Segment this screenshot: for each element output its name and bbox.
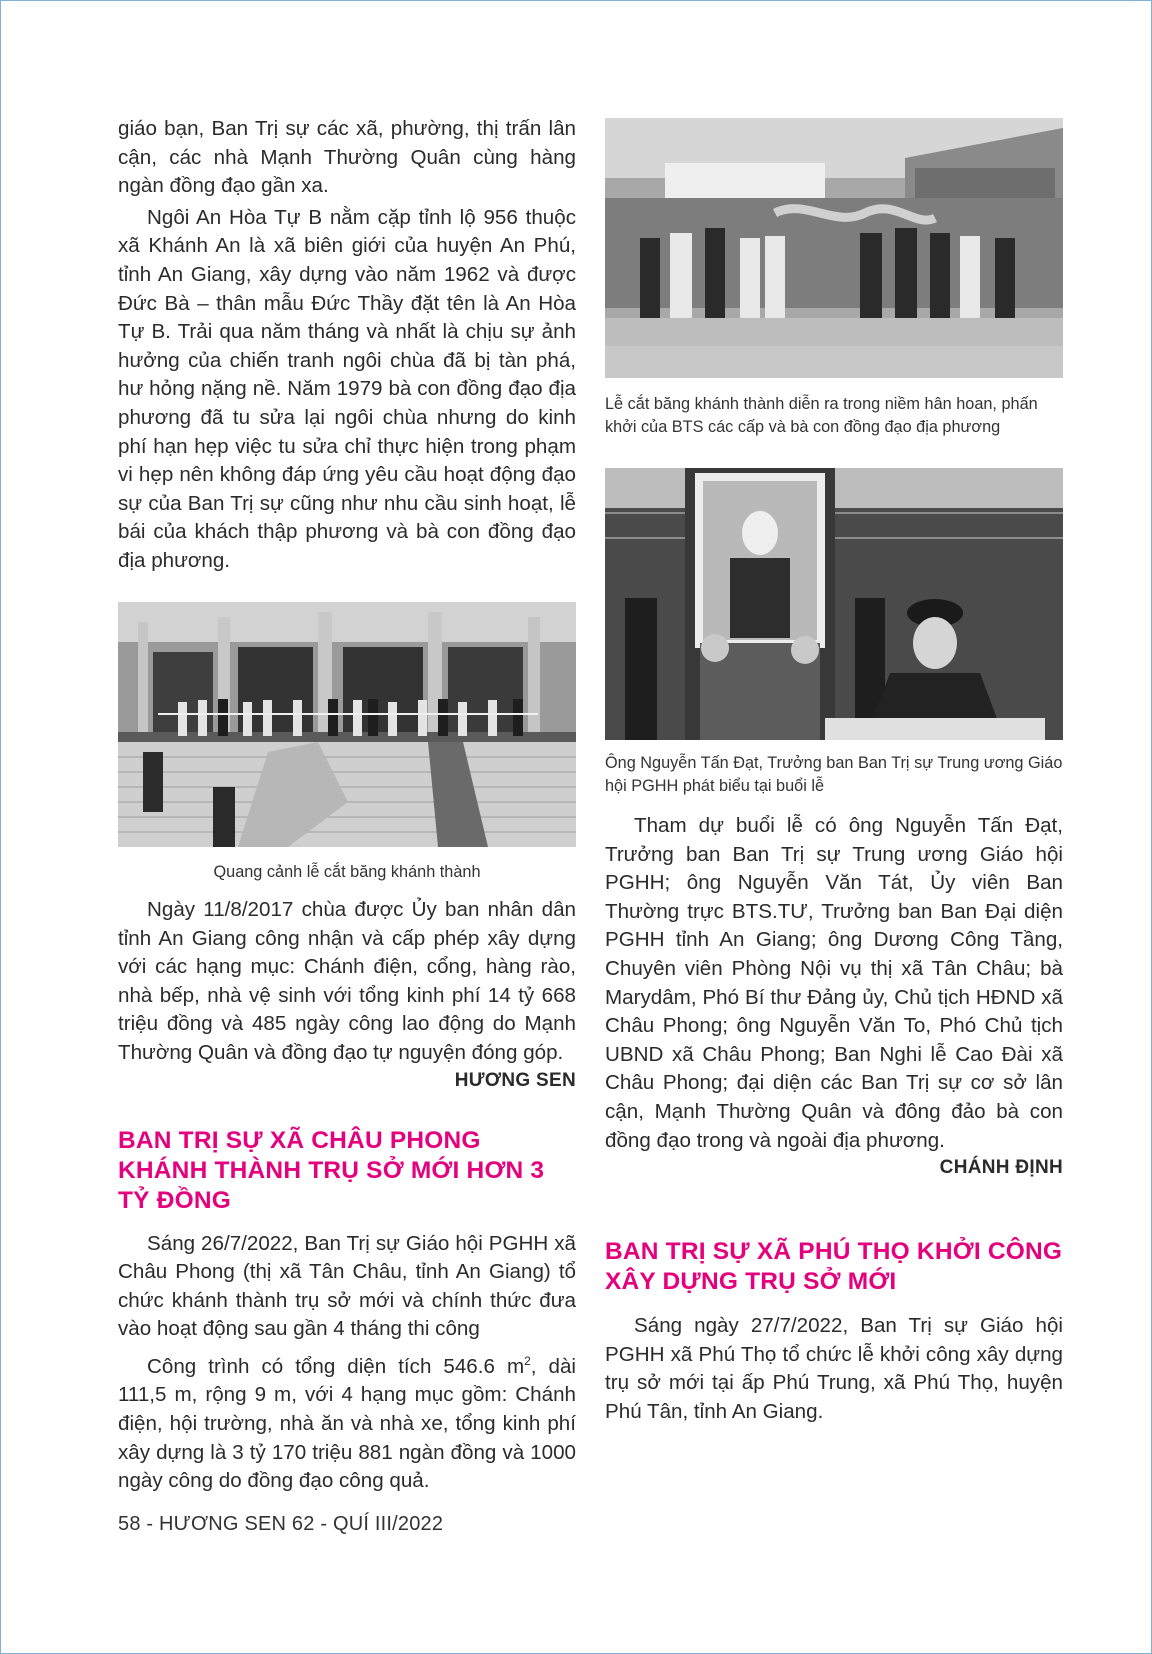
right-photo1-caption-wrap <box>605 393 1063 439</box>
left-column <box>118 115 576 576</box>
article-heading-chau-phong: BAN TRỊ SỰ XÃ CHÂU PHONG KHÁNH THÀNH TRỤ SỞ MỚI HƠN 3 TỶ ĐỒNG <box>118 1126 545 1214</box>
area-text-continued: , dài 111,5 m, rộng 9 m, với 4 hạng mục gồm: Chánh điện, hội trường, nhà ăn và nhà xe, tổng kinh phí xây dựng là 3 tỷ 170 triệu 881 ngàn đồng và 1000 ngày công do đồng đạo công quả. <box>118 1354 577 1493</box>
area-text: Công trình có tổng diện tích 546.6 m <box>147 1354 525 1378</box>
speaker-photo-caption: Ông Nguyễn Tấn Đạt, Trưởng ban Ban Trị sự Trung ương Giáo hội PGHH phát biểu tại buổi lễ <box>605 754 1063 795</box>
speaker-photo <box>605 468 1063 740</box>
ribbon-cutting-photo <box>118 602 576 847</box>
right-paragraph-1: Tham dự buổi lễ có ông Nguyễn Tấn Đạt, Trưởng ban Ban Trị sự Trung ương Giáo hội PGHH; ông Nguyễn Văn Tát, Ủy viên Ban Thường trực BTS.TƯ, Trưởng ban Ban Đại diện PGHH tỉnh An Giang; ông Dương Công Tầng, Chuyên viên Phòng Nội vụ thị xã Tân Châu; bà Marydâm, Phó Bí thư Đảng ủy, Chủ tịch HĐND xã Châu Phong; ông Nguyễn Văn To, Phó Chủ tịch UBND xã Châu Phong; Ban Nghi lễ Cao Đài xã Châu Phong; đại diện các Ban Trị sự cơ sở lân cận, Mạnh Thường Quân và đông đảo bà con đồng đạo trong và ngoài địa phương. <box>605 814 1063 1152</box>
left-paragraph-5 <box>118 1347 576 1496</box>
gate-ribbon-photo-caption: Lễ cắt băng khánh thành diễn ra trong niềm hân hoan, phấn khởi của BTS các cấp và bà con đồng đạo địa phương <box>605 395 1038 436</box>
article-heading-phu-tho: BAN TRỊ SỰ XÃ PHÚ THỌ KHỞI CÔNG XÂY DỰNG TRỤ SỞ MỚI <box>605 1238 1063 1296</box>
left-paragraph-2: Ngôi An Hòa Tự B nằm cặp tỉnh lộ 956 thuộc xã Khánh An là xã biên giới của huyện An Phú, tỉnh An Giang, xây dựng vào năm 1962 và được Đức Bà – thân mẫu Đức Thầy đặt tên là An Hòa Tự B. Trải qua năm tháng và nhất là chịu sự ảnh hưởng của chiến tranh ngôi chùa đã bị tàn phá, hư hỏng nặng nề. Năm 1979 bà con đồng đạo địa phương đã tu sửa lại ngôi chùa nhưng do kinh phí hạn hẹp việc tu sửa chỉ thực hiện trong phạm vi hẹp nên không đáp ứng yêu cầu hoạt động đạo sự của Ban Trị sự cũng như nhu cầu sinh hoạt, lễ bái của khách thập phương và bà con đồng đạo địa phương. <box>118 205 576 572</box>
ribbon-photo-caption: Quang cảnh lễ cắt băng khánh thành <box>213 863 481 881</box>
left-paragraph-1: giáo bạn, Ban Trị sự các xã, phường, thị trấn lân cận, các nhà Mạnh Thường Quân cùng hàng ngàn đồng đạo gần xa. <box>118 117 576 198</box>
left-paragraph-3: Ngày 11/8/2017 chùa được Ủy ban nhân dân tỉnh An Giang công nhận và cấp phép xây dựng với các hạng mục: Chánh điện, cổng, hàng rào, nhà bếp, nhà vệ sinh với tổng kinh phí 14 tỷ 668 triệu đồng và 485 ngày công lao động do Mạnh Thường Quân và đồng đạo tự nguyện đóng góp. <box>118 898 576 1064</box>
signature-huong-sen: HƯƠNG SEN <box>454 1069 576 1091</box>
signature-chanh-dinh: CHÁNH ĐỊNH <box>939 1157 1063 1179</box>
left-lower <box>118 861 576 1496</box>
area-superscript: 2 <box>524 1353 531 1368</box>
right-paragraph-2: Sáng ngày 27/7/2022, Ban Trị sự Giáo hội PGHH xã Phú Thọ tổ chức lễ khởi công xây dựng trụ sở mới tại ấp Phú Trung, xã Phú Thọ, huyện Phú Tân, tỉnh An Giang. <box>605 1314 1063 1423</box>
gate-ribbon-photo <box>605 118 1063 378</box>
right-lower <box>605 752 1063 1427</box>
page-footer: 58 - HƯƠNG SEN 62 - QUÍ III/2022 <box>118 1513 444 1535</box>
left-paragraph-4: Sáng 26/7/2022, Ban Trị sự Giáo hội PGHH xã Châu Phong (thị xã Tân Châu, tỉnh An Giang) tổ chức khánh thành trụ sở mới và chính thức đưa vào hoạt động sau gần 4 tháng thi công <box>118 1231 576 1341</box>
